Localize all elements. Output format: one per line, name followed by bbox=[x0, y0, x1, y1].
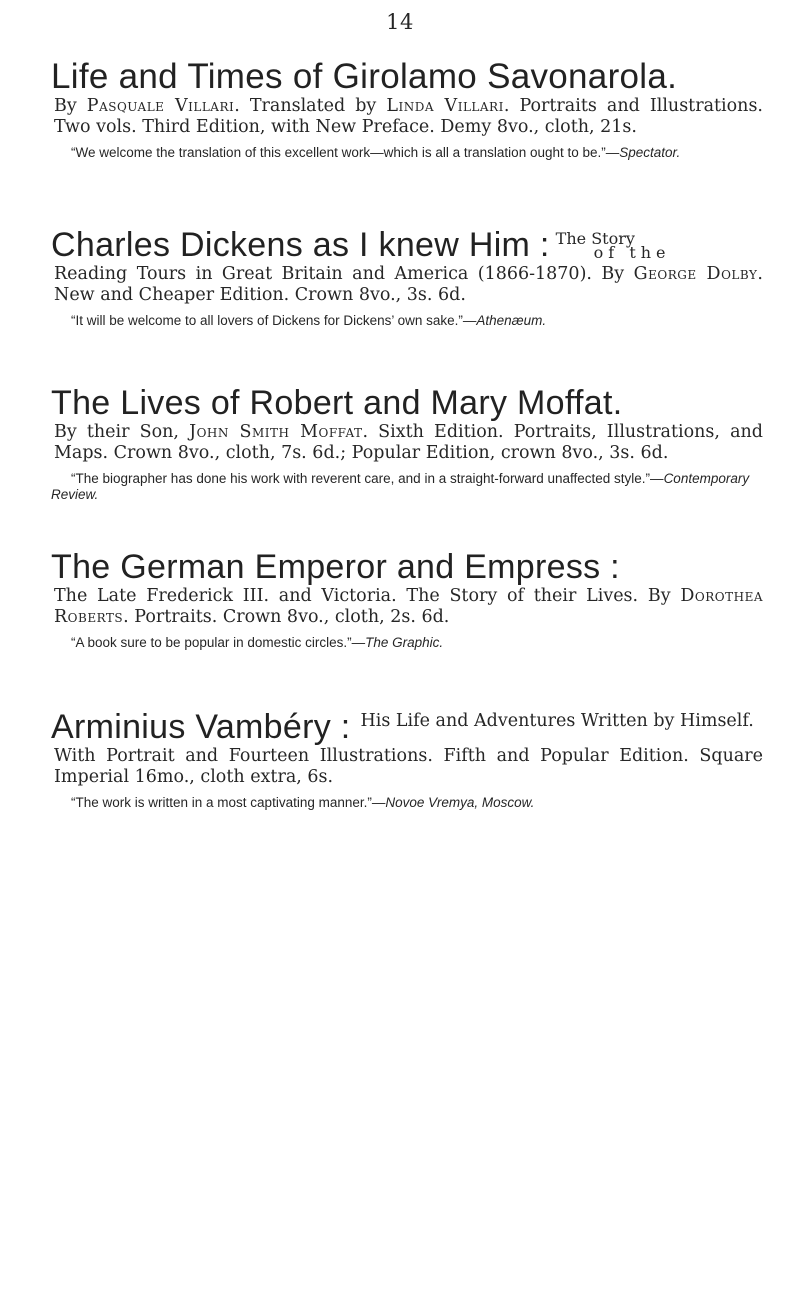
page-number: 14 bbox=[386, 10, 414, 34]
entry-vambery bbox=[51, 708, 763, 811]
entry-title: The Lives of Robert and Mary Moffat. bbox=[51, 384, 623, 422]
entry-title: Arminius Vambéry : bbox=[51, 708, 351, 746]
quote-source: Novoe Vremya, Moscow. bbox=[385, 795, 535, 810]
author-name: John Smith Moffat bbox=[189, 422, 363, 442]
entry-title: The German Emperor and Empress : bbox=[51, 548, 620, 586]
entry-moffat bbox=[51, 384, 763, 502]
quote-text: “The biographer has done his work with reverent care, and in a straight-forward unaffected style.”— bbox=[71, 471, 664, 486]
entry-description: By Pasquale Villari. Translated by Linda Villari. Portraits and Illustrations. Two vols. Third Edition, with New Preface. Demy 8vo., cloth, 21s. bbox=[54, 96, 763, 137]
entry-title: Life and Times of Girolamo Savonarola. bbox=[51, 57, 678, 96]
by-label: By bbox=[54, 96, 77, 116]
translator-name: Linda Villari bbox=[386, 96, 504, 116]
quote-text: “The work is written in a most captivating manner.”— bbox=[71, 795, 386, 810]
quote-text: “It will be welcome to all lovers of Dickens for Dickens’ own sake.”— bbox=[71, 313, 477, 328]
review-quote bbox=[51, 471, 763, 502]
entry-dickens bbox=[51, 226, 763, 329]
review-quote bbox=[51, 795, 763, 811]
quote-source: The Graphic. bbox=[365, 635, 444, 650]
quote-source: Contemporary Review. bbox=[51, 471, 750, 502]
edition-details: New and Cheaper Edition. Crown 8vo., 3s. 6d. bbox=[54, 285, 466, 305]
review-quote bbox=[51, 635, 763, 651]
edition-details: Portraits. Crown 8vo., cloth, 2s. 6d. bbox=[134, 607, 450, 627]
quote-text: “We welcome the translation of this excellent work—which is all a translation ought to be.”— bbox=[71, 145, 620, 160]
quote-source: Spectator. bbox=[619, 145, 681, 160]
author-name: Pasquale Villari bbox=[86, 96, 235, 116]
title-tail-line2: of the bbox=[593, 243, 671, 262]
entry-title: Charles Dickens as I knew Him : bbox=[51, 226, 550, 264]
by-label: By bbox=[647, 586, 671, 606]
entry-description: The Late Frederick III. and Victoria. The Story of their Lives. By Dorothea Roberts. Portraits. Crown 8vo., cloth, 2s. 6d. bbox=[54, 586, 763, 627]
title-row bbox=[51, 226, 763, 264]
translated-by-label: Translated by bbox=[249, 96, 377, 116]
quote-text: “A book sure to be popular in domestic circles.”— bbox=[71, 635, 366, 650]
title-row bbox=[51, 708, 763, 746]
entry-german-emperor bbox=[51, 548, 763, 651]
title-continuation bbox=[555, 229, 671, 262]
review-quote bbox=[51, 145, 763, 161]
edition-details: Portraits and Illustrations. Two vols. Third Edition, with New Preface. Demy 8vo., cloth, 21s. bbox=[54, 96, 763, 137]
title-tail-line1: The Story bbox=[555, 229, 635, 248]
entry-description: By their Son, John Smith Moffat. Sixth Edition. Portraits, Illustrations, and Maps. Crown 8vo., cloth, 7s. 6d.; Popular Edition, crown 8vo., 3s. 6d. bbox=[54, 422, 763, 463]
edition-details: Sixth Edition. Portraits, Illustrations, and Maps. Crown 8vo., cloth, 7s. 6d.; Popular Edition, crown 8vo., 3s. 6d. bbox=[54, 422, 763, 463]
entry-description: With Portrait and Fourteen Illustrations. Fifth and Popular Edition. Square Imperial 16mo., cloth extra, 6s. bbox=[54, 746, 763, 787]
subject-line: Reading Tours in Great Britain and America (1866-1870). bbox=[54, 264, 592, 284]
entry-description: Reading Tours in Great Britain and America (1866-1870). By George Dolby. New and Cheaper Edition. Crown 8vo., 3s. 6d. bbox=[54, 264, 763, 305]
by-label: By their Son, bbox=[54, 422, 179, 442]
by-label: By bbox=[601, 264, 625, 284]
review-quote bbox=[51, 313, 763, 329]
entry-savonarola bbox=[51, 58, 763, 161]
author-name: Dorothea Roberts bbox=[54, 586, 763, 627]
quote-source: Athenæum. bbox=[476, 313, 547, 328]
subject-line: The Late Frederick III. and Victoria. The Story of their Lives. bbox=[54, 586, 639, 606]
author-name: George Dolby bbox=[633, 264, 758, 284]
title-continuation: His Life and Adventures Written by Himself. bbox=[360, 711, 754, 731]
